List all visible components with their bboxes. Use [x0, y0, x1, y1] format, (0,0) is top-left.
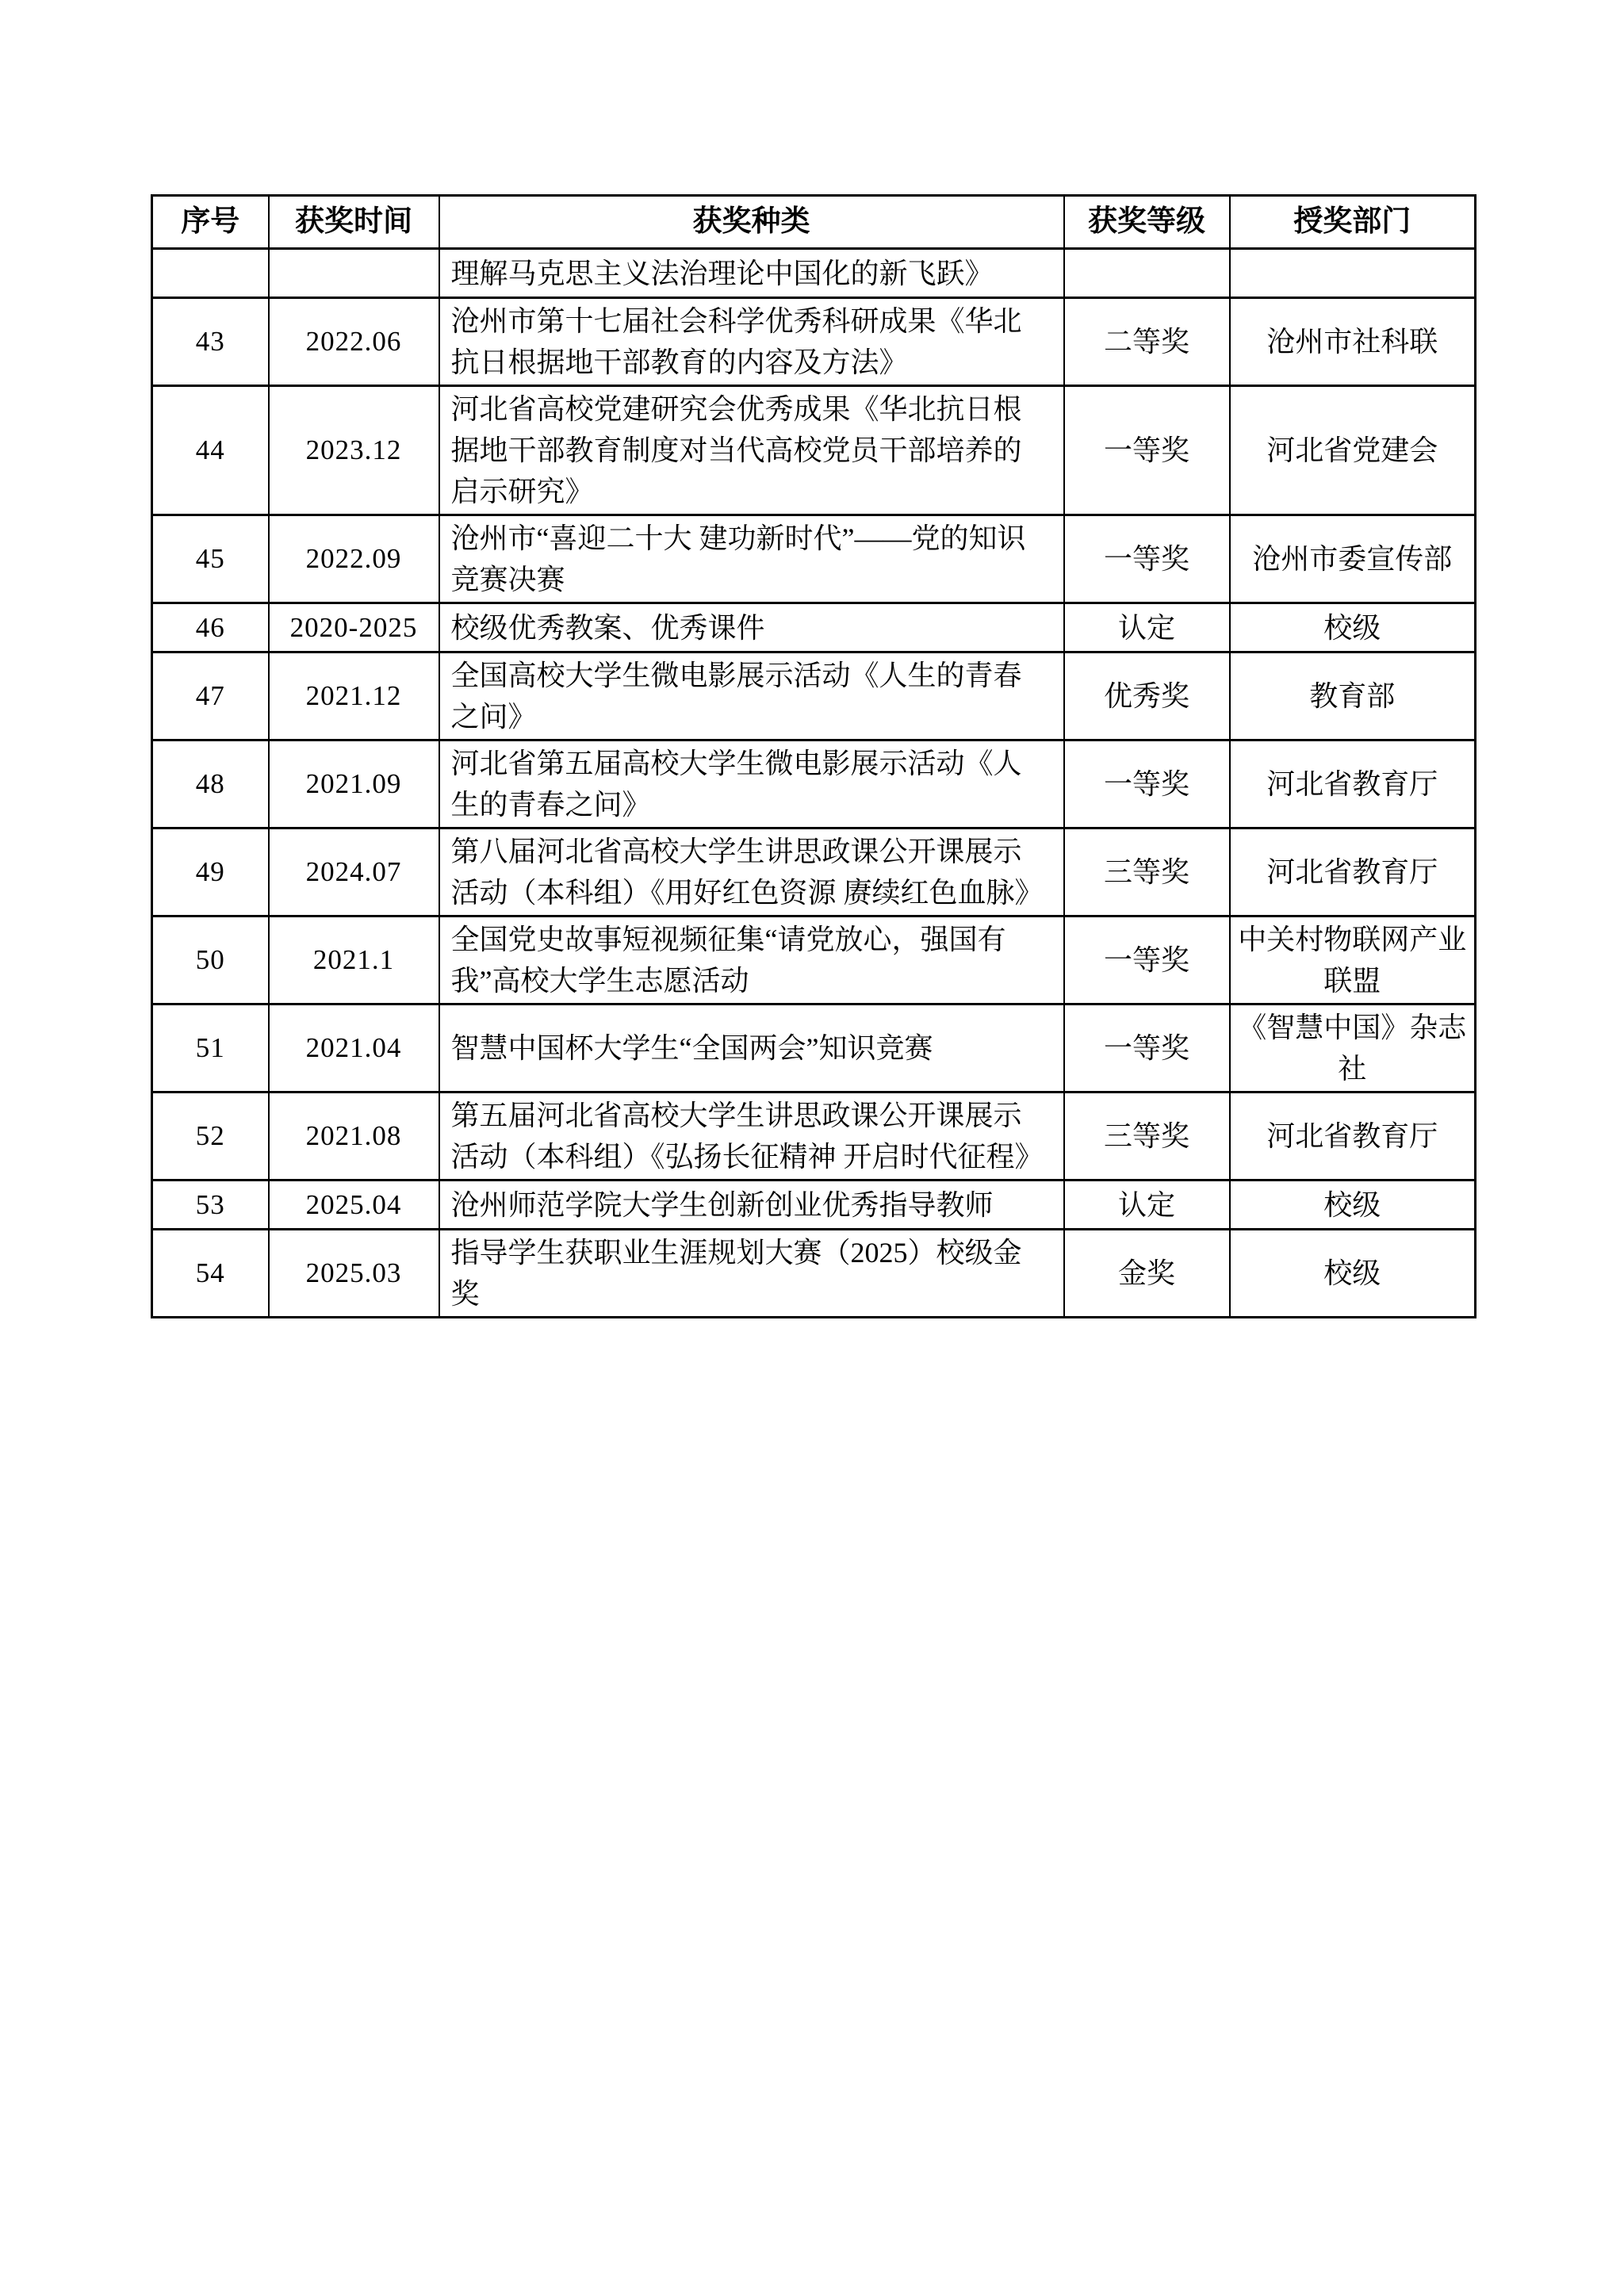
cell-dept: [1230, 249, 1476, 298]
table-row: [152, 298, 1476, 386]
table-row: [152, 249, 1476, 298]
column-header-date: 获奖时间: [269, 196, 439, 249]
cell-type: 河北省高校党建研究会优秀成果《华北抗日根据地干部教育制度对当代高校党员干部培养的启示研究》: [439, 386, 1064, 515]
cell-date: 2024.07: [269, 828, 439, 916]
cell-date: 2022.09: [269, 515, 439, 603]
cell-no: 48: [152, 740, 269, 828]
cell-type: 指导学生获职业生涯规划大赛（2025）校级金奖: [439, 1230, 1064, 1318]
cell-date: 2025.03: [269, 1230, 439, 1318]
cell-type: 沧州师范学院大学生创新创业优秀指导教师: [439, 1181, 1064, 1230]
cell-dept: 校级: [1230, 1181, 1476, 1230]
cell-date: 2023.12: [269, 386, 439, 515]
table-row: [152, 740, 1476, 828]
cell-dept: 教育部: [1230, 652, 1476, 740]
cell-no: 54: [152, 1230, 269, 1318]
cell-dept: 中关村物联网产业联盟: [1230, 916, 1476, 1004]
awards-table: [151, 194, 1477, 1318]
table-row: [152, 1230, 1476, 1318]
cell-type: 沧州市“喜迎二十大 建功新时代”——党的知识竞赛决赛: [439, 515, 1064, 603]
table-row: [152, 916, 1476, 1004]
cell-type: 智慧中国杯大学生“全国两会”知识竞赛: [439, 1004, 1064, 1093]
cell-date: 2021.09: [269, 740, 439, 828]
cell-no: 52: [152, 1093, 269, 1181]
cell-date: 2022.06: [269, 298, 439, 386]
column-header-no: 序号: [152, 196, 269, 249]
cell-dept: 校级: [1230, 1230, 1476, 1318]
cell-no: [152, 249, 269, 298]
cell-level: 一等奖: [1064, 740, 1230, 828]
cell-level: 一等奖: [1064, 1004, 1230, 1093]
column-header-type: 获奖种类: [439, 196, 1064, 249]
cell-date: 2021.1: [269, 916, 439, 1004]
cell-dept: 河北省教育厅: [1230, 828, 1476, 916]
cell-no: 46: [152, 603, 269, 652]
cell-level: 认定: [1064, 1181, 1230, 1230]
cell-level: [1064, 249, 1230, 298]
cell-date: 2021.04: [269, 1004, 439, 1093]
cell-type: 全国党史故事短视频征集“请党放心，强国有我”高校大学生志愿活动: [439, 916, 1064, 1004]
cell-type: 第五届河北省高校大学生讲思政课公开课展示活动（本科组）《弘扬长征精神 开启时代征程》: [439, 1093, 1064, 1181]
cell-no: 45: [152, 515, 269, 603]
cell-dept: 沧州市委宣传部: [1230, 515, 1476, 603]
cell-level: 一等奖: [1064, 386, 1230, 515]
cell-type: 第八届河北省高校大学生讲思政课公开课展示活动（本科组）《用好红色资源 赓续红色血脉》: [439, 828, 1064, 916]
table-row: [152, 603, 1476, 652]
cell-no: 51: [152, 1004, 269, 1093]
cell-dept: 校级: [1230, 603, 1476, 652]
table-row: [152, 652, 1476, 740]
cell-type: 沧州市第十七届社会科学优秀科研成果《华北抗日根据地干部教育的内容及方法》: [439, 298, 1064, 386]
column-header-dept: 授奖部门: [1230, 196, 1476, 249]
cell-date: 2025.04: [269, 1181, 439, 1230]
cell-dept: 《智慧中国》杂志社: [1230, 1004, 1476, 1093]
cell-level: 优秀奖: [1064, 652, 1230, 740]
cell-level: 二等奖: [1064, 298, 1230, 386]
cell-no: 50: [152, 916, 269, 1004]
cell-no: 49: [152, 828, 269, 916]
cell-level: 一等奖: [1064, 515, 1230, 603]
cell-date: 2021.08: [269, 1093, 439, 1181]
cell-level: 金奖: [1064, 1230, 1230, 1318]
cell-type: 理解马克思主义法治理论中国化的新飞跃》: [439, 249, 1064, 298]
cell-dept: 河北省教育厅: [1230, 1093, 1476, 1181]
cell-level: 三等奖: [1064, 828, 1230, 916]
cell-date: 2020-2025: [269, 603, 439, 652]
table-row: [152, 515, 1476, 603]
cell-date: 2021.12: [269, 652, 439, 740]
cell-date: [269, 249, 439, 298]
cell-dept: 河北省党建会: [1230, 386, 1476, 515]
cell-level: 三等奖: [1064, 1093, 1230, 1181]
column-header-level: 获奖等级: [1064, 196, 1230, 249]
table-header-row: [152, 196, 1476, 249]
cell-no: 43: [152, 298, 269, 386]
table-row: [152, 1093, 1476, 1181]
cell-dept: 河北省教育厅: [1230, 740, 1476, 828]
cell-no: 47: [152, 652, 269, 740]
table-row: [152, 1004, 1476, 1093]
cell-type: 全国高校大学生微电影展示活动《人生的青春之问》: [439, 652, 1064, 740]
cell-no: 53: [152, 1181, 269, 1230]
table-row: [152, 1181, 1476, 1230]
cell-level: 一等奖: [1064, 916, 1230, 1004]
cell-level: 认定: [1064, 603, 1230, 652]
cell-no: 44: [152, 386, 269, 515]
cell-dept: 沧州市社科联: [1230, 298, 1476, 386]
cell-type: 校级优秀教案、优秀课件: [439, 603, 1064, 652]
table-row: [152, 386, 1476, 515]
cell-type: 河北省第五届高校大学生微电影展示活动《人生的青春之问》: [439, 740, 1064, 828]
table-row: [152, 828, 1476, 916]
